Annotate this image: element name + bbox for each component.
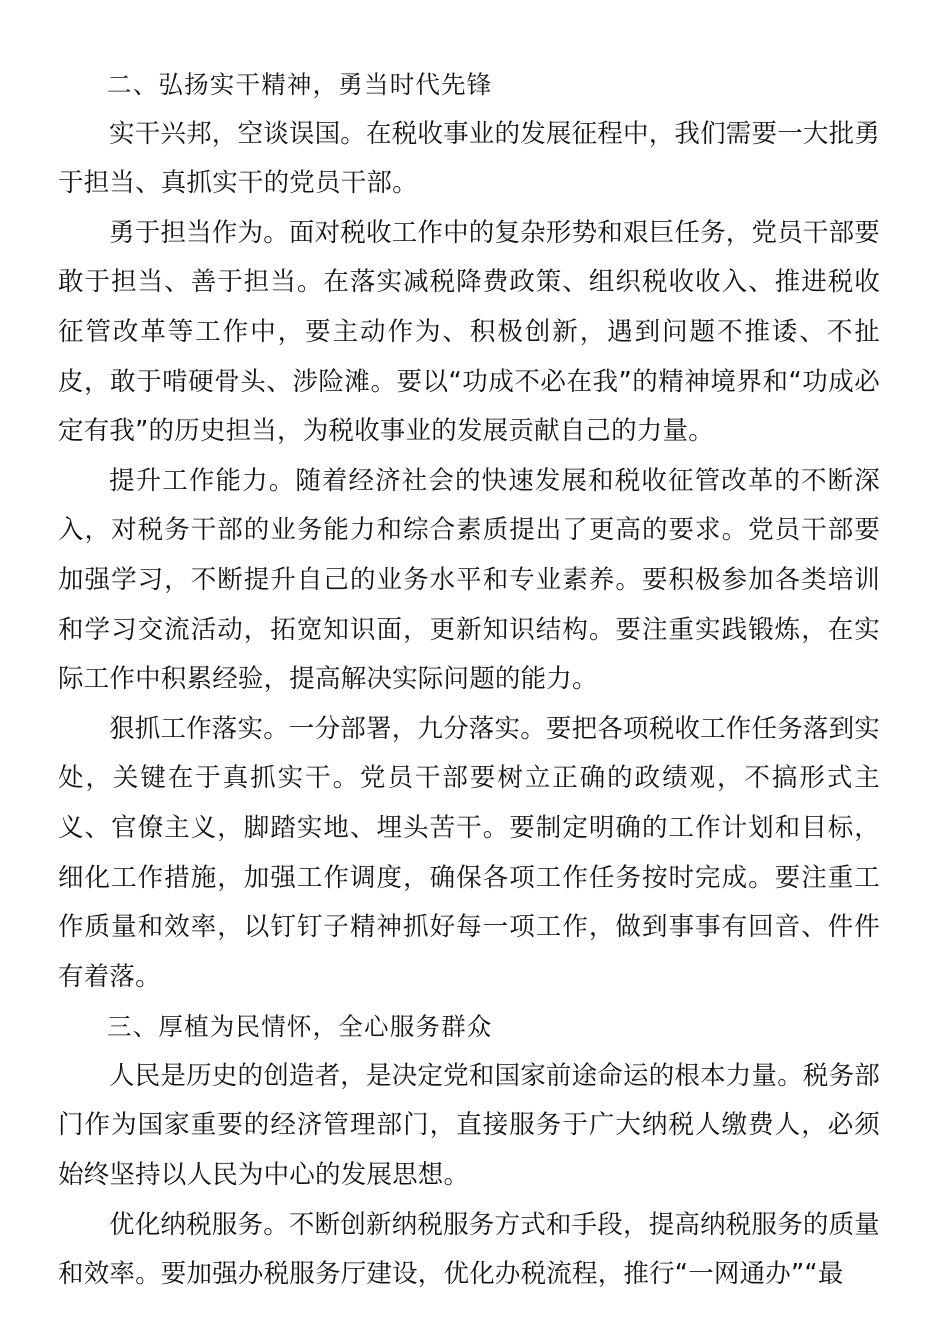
document-page (58, 60, 880, 1300)
paragraph: 实干兴邦，空谈误国。在税收事业的发展征程中，我们需要一大批勇于担当、真抓实干的党员干部。 (58, 118, 881, 199)
paragraph: 勇于担当作为。面对税收工作中的复杂形势和艰巨任务，党员干部要敢于担当、善于担当。在落实减税降费政策、组织税收收入、推进税收征管改革等工作中，要主动作为、积极创新，遇到问题不推诿、不扯皮，敢于啃硬骨头、涉险滩。要以“功成不必在我”的精神境界和“功成必定有我”的历史担当，为税收事业的发展贡献自己的力量。 (58, 217, 881, 447)
paragraph: 提升工作能力。随着经济社会的快速发展和税收征管改革的不断深入，对税务干部的业务能力和综合素质提出了更高的要求。党员干部要加强学习，不断提升自己的业务水平和专业素养。要积极参加各类培训和学习交流活动，拓宽知识面，更新知识结构。要注重实践锻炼，在实际工作中积累经验，提高解决实际问题的能力。 (58, 465, 880, 695)
paragraph: 人民是历史的创造者，是决定党和国家前途命运的根本力量。税务部门作为国家重要的经济管理部门，直接服务于广大纳税人缴费人，必须始终坚持以人民为中心的发展思想。 (58, 1060, 881, 1191)
paragraph: 优化纳税服务。不断创新纳税服务方式和手段，提高纳税服务的质量和效率。要加强办税服务厅建设，优化办税流程，推行“一网通办”“最 (58, 1209, 881, 1290)
paragraph: 狠抓工作落实。一分部署，九分落实。要把各项税收工作任务落到实处，关键在于真抓实干。党员干部要树立正确的政绩观，不搞形式主义、官僚主义，脚踏实地、埋头苦干。要制定明确的工作计划和目标，细化工作措施，加强工作调度，确保各项工作任务按时完成。要注重工作质量和效率，以钉钉子精神抓好每一项工作，做到事事有回音、件件有着落。 (58, 713, 881, 992)
section-heading: 二、弘扬实干精神，勇当时代先锋 (107, 70, 493, 99)
section-heading: 三、厚植为民情怀，全心服务群众 (107, 1012, 493, 1042)
